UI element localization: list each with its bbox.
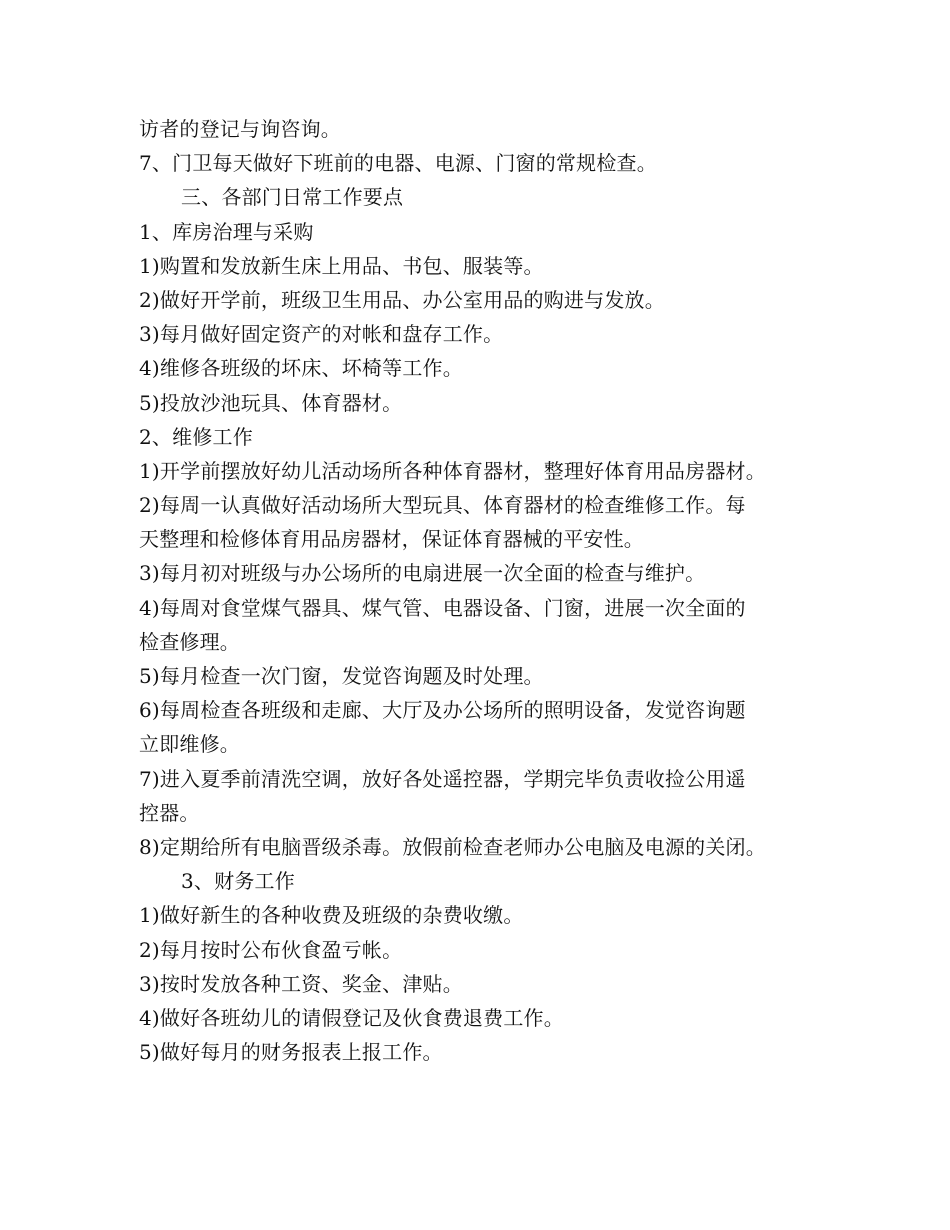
document-page [139,112,819,1069]
text-line: 5)做好每月的财务报表上报工作。 [139,1040,443,1065]
text-line: 3)按时发放各种工资、奖金、津贴。 [139,971,463,996]
text-line: 7)进入夏季前清洗空调，放好各处遥控器，学期完毕负责收捡公用遥 [139,766,746,791]
subsection-heading: 1、库房治理与采购 [139,219,314,244]
text-line: 2)做好开学前，班级卫生用品、办公室用品的购进与发放。 [139,287,665,312]
text-line: 1)开学前摆放好幼儿活动场所各种体育器材，整理好体育用品房器材。 [139,458,766,483]
text-line: 4)每周对食堂煤气器具、煤气管、电器设备、门窗，进展一次全面的 [139,595,746,620]
text-line: 6)每周检查各班级和走廊、大厅及办公场所的照明设备，发觉咨询题 [139,698,746,723]
text-line: 天整理和检修体育用品房器材，保证体育器械的平安性。 [139,527,644,552]
text-line: 2)每周一认真做好活动场所大型玩具、体育器材的检查维修工作。每 [139,493,746,518]
text-line: 5)每月检查一次门窗，发觉咨询题及时处理。 [139,664,544,688]
subsection-heading: 3、财务工作 [181,869,295,894]
text-line: 检查修理。 [139,629,240,654]
subsection-heading: 2、维修工作 [139,424,253,449]
text-line: 1)做好新生的各种收费及班级的杂费收缴。 [139,903,524,928]
text-line: 5)投放沙池玩具、体育器材。 [139,390,403,415]
text-line: 3)每月做好固定资产的对帐和盘存工作。 [139,322,504,347]
section-heading: 三、各部门日常工作要点 [181,185,404,210]
text-line: 立即维修。 [139,732,240,757]
text-line: 7、门卫每天做好下班前的电器、电源、门窗的常规检查。 [139,151,657,176]
text-line: 8)定期给所有电脑晋级杀毒。放假前检查老师办公电脑及电源的关闭。 [139,834,766,859]
text-line: 4)做好各班幼儿的请假登记及伙食费退费工作。 [139,1005,564,1030]
text-line: 控器。 [139,800,200,825]
text-line: 1)购置和发放新生床上用品、书包、服装等。 [139,253,544,278]
text-line: 4)维修各班级的坏床、坏椅等工作。 [139,356,463,381]
text-line: 3)每月初对班级与办公场所的电扇进展一次全面的检查与维护。 [139,561,706,586]
text-line: 2)每月按时公布伙食盈亏帐。 [139,937,403,962]
text-line: 访者的登记与询咨询。 [139,117,341,141]
